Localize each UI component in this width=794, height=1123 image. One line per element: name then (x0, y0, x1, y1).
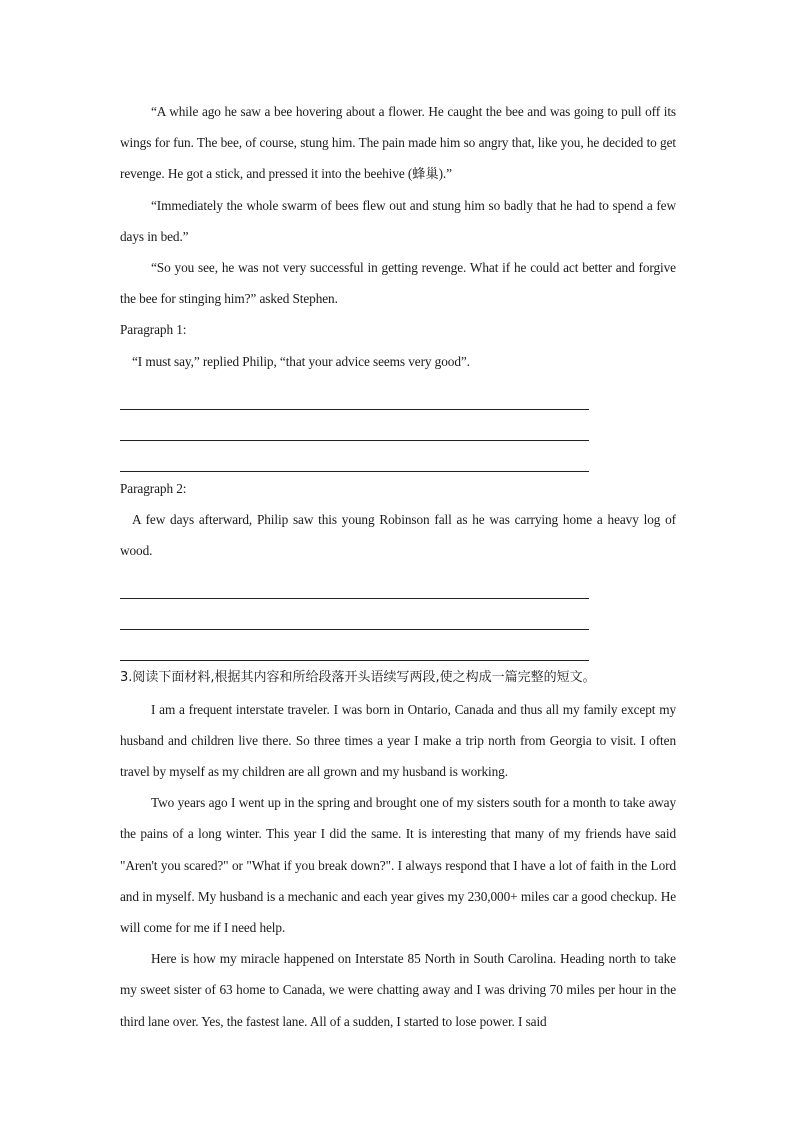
task-3-paragraph: I am a frequent interstate traveler. I was born in Ontario, Canada and thus all my family except my husband and children live there. So three times a year I make a trip north from Georgia to visit. I often travel by myself as my children are all grown and my husband is working. (120, 701, 676, 780)
paragraph-2-label: Paragraph 2: (120, 480, 187, 496)
task-3-paragraph: Here is how my miracle happened on Interstate 85 North in South Carolina. Heading north to take my sweet sister of 63 home to Canada, we were chatting away and I was driving 70 miles per hour in the third lane over. Yes, the fastest lane. All of a sudden, I started to lose power. I said (120, 951, 676, 1029)
story-paragraph: “A while ago he saw a bee hovering about a flower. He caught the bee and was going to pull off its wings for fun. The bee, of course, stung him. The pain made him so angry that, like you, he decided to get revenge. He got a stick, and pressed it into the beehive (蜂巢).” (120, 104, 676, 182)
paragraph-1-label: Paragraph 1: (120, 322, 187, 338)
paragraph-1-opener: “I must say,” replied Philip, “that your advice seems very good”. (132, 353, 470, 369)
writing-line[interactable] (120, 631, 589, 661)
writing-line[interactable] (120, 442, 589, 472)
paragraph-2-opener: A few days afterward, Philip saw this young Robinson fall as he was carrying home a heavy log of wood. (120, 512, 676, 559)
task-3-paragraph: Two years ago I went up in the spring and brought one of my sisters south for a month to take away the pains of a long winter. This year I did the same. It is interesting that many of my friends have said "Aren't you scared?" or "What if you break down?". I always respond that I have a lot of faith in the Lord and in myself. My husband is a mechanic and each year gives my 230,000+ miles car a good checkup. He will come for me if I need help. (120, 795, 676, 936)
document-page (120, 96, 676, 1037)
paragraph-2-writing-area[interactable] (120, 566, 589, 661)
writing-line[interactable] (120, 380, 589, 410)
story-paragraph: “Immediately the whole swarm of bees flew out and stung him so badly that he had to spend a few days in bed.” (120, 197, 676, 244)
paragraph-1-writing-area[interactable] (120, 377, 589, 472)
task-3-instruction: 3.阅读下面材料,根据其内容和所给段落开头语续写两段,使之构成一篇完整的短文。 (120, 670, 596, 686)
writing-line[interactable] (120, 600, 589, 630)
story-paragraph: “So you see, he was not very successful in getting revenge. What if he could act better and forgive the bee for stinging him?” asked Stephen. (120, 260, 676, 307)
writing-line[interactable] (120, 411, 589, 441)
writing-line[interactable] (120, 569, 589, 599)
